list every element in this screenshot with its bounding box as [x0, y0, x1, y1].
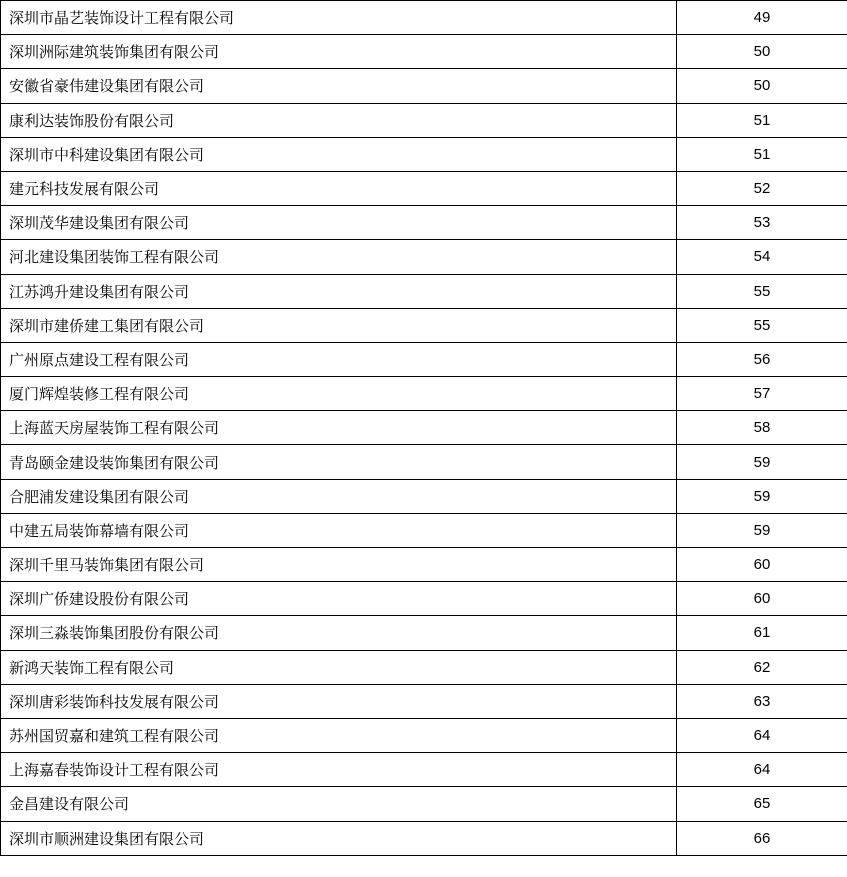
table-row: [1, 548, 847, 582]
table-row: [1, 787, 847, 821]
value-cell: 61: [677, 616, 847, 650]
company-name-cell: 深圳洲际建筑装饰集团有限公司: [1, 35, 677, 69]
value-cell: 58: [677, 411, 847, 445]
table-row: [1, 69, 847, 103]
value-cell: 59: [677, 513, 847, 547]
value-cell: 64: [677, 753, 847, 787]
table-row: [1, 821, 847, 855]
table-row: [1, 206, 847, 240]
company-name-cell: 河北建设集团装饰工程有限公司: [1, 240, 677, 274]
company-name-cell: 康利达装饰股份有限公司: [1, 103, 677, 137]
company-name-cell: 深圳三淼装饰集团股份有限公司: [1, 616, 677, 650]
value-cell: 53: [677, 206, 847, 240]
table-row: [1, 479, 847, 513]
company-name-cell: 厦门辉煌装修工程有限公司: [1, 377, 677, 411]
company-name-cell: 深圳市中科建设集团有限公司: [1, 137, 677, 171]
table-row: [1, 274, 847, 308]
value-cell: 64: [677, 718, 847, 752]
company-name-cell: 建元科技发展有限公司: [1, 171, 677, 205]
company-name-cell: 深圳茂华建设集团有限公司: [1, 206, 677, 240]
table-row: [1, 718, 847, 752]
table-row: [1, 445, 847, 479]
value-cell: 63: [677, 684, 847, 718]
company-name-cell: 上海蓝天房屋装饰工程有限公司: [1, 411, 677, 445]
table-body: [1, 1, 847, 856]
company-name-cell: 青岛颐金建设装饰集团有限公司: [1, 445, 677, 479]
company-name-cell: 苏州国贸嘉和建筑工程有限公司: [1, 718, 677, 752]
value-cell: 51: [677, 137, 847, 171]
company-name-cell: 新鸿天装饰工程有限公司: [1, 650, 677, 684]
company-name-cell: 金昌建设有限公司: [1, 787, 677, 821]
value-cell: 52: [677, 171, 847, 205]
table-row: [1, 171, 847, 205]
value-cell: 49: [677, 1, 847, 35]
value-cell: 54: [677, 240, 847, 274]
company-name-cell: 广州原点建设工程有限公司: [1, 342, 677, 376]
value-cell: 66: [677, 821, 847, 855]
table-row: [1, 103, 847, 137]
company-name-cell: 深圳广侨建设股份有限公司: [1, 582, 677, 616]
company-name-cell: 深圳市顺洲建设集团有限公司: [1, 821, 677, 855]
value-cell: 60: [677, 582, 847, 616]
table-row: [1, 35, 847, 69]
value-cell: 56: [677, 342, 847, 376]
table-row: [1, 650, 847, 684]
value-cell: 55: [677, 308, 847, 342]
company-name-cell: 深圳市建侨建工集团有限公司: [1, 308, 677, 342]
company-name-cell: 上海嘉春装饰设计工程有限公司: [1, 753, 677, 787]
table-row: [1, 616, 847, 650]
value-cell: 51: [677, 103, 847, 137]
company-name-cell: 江苏鸿升建设集团有限公司: [1, 274, 677, 308]
table-row: [1, 411, 847, 445]
value-cell: 50: [677, 35, 847, 69]
value-cell: 59: [677, 479, 847, 513]
company-name-cell: 安徽省豪伟建设集团有限公司: [1, 69, 677, 103]
value-cell: 59: [677, 445, 847, 479]
value-cell: 57: [677, 377, 847, 411]
table-row: [1, 582, 847, 616]
value-cell: 65: [677, 787, 847, 821]
table-row: [1, 513, 847, 547]
table-row: [1, 377, 847, 411]
company-name-cell: 合肥浦发建设集团有限公司: [1, 479, 677, 513]
table-row: [1, 684, 847, 718]
value-cell: 62: [677, 650, 847, 684]
company-name-cell: 中建五局装饰幕墙有限公司: [1, 513, 677, 547]
value-cell: 50: [677, 69, 847, 103]
table-row: [1, 753, 847, 787]
table-row: [1, 1, 847, 35]
company-name-cell: 深圳市晶艺装饰设计工程有限公司: [1, 1, 677, 35]
table-row: [1, 342, 847, 376]
table-row: [1, 240, 847, 274]
company-name-cell: 深圳唐彩装饰科技发展有限公司: [1, 684, 677, 718]
value-cell: 60: [677, 548, 847, 582]
table-row: [1, 308, 847, 342]
table-row: [1, 137, 847, 171]
value-cell: 55: [677, 274, 847, 308]
company-name-cell: 深圳千里马装饰集团有限公司: [1, 548, 677, 582]
